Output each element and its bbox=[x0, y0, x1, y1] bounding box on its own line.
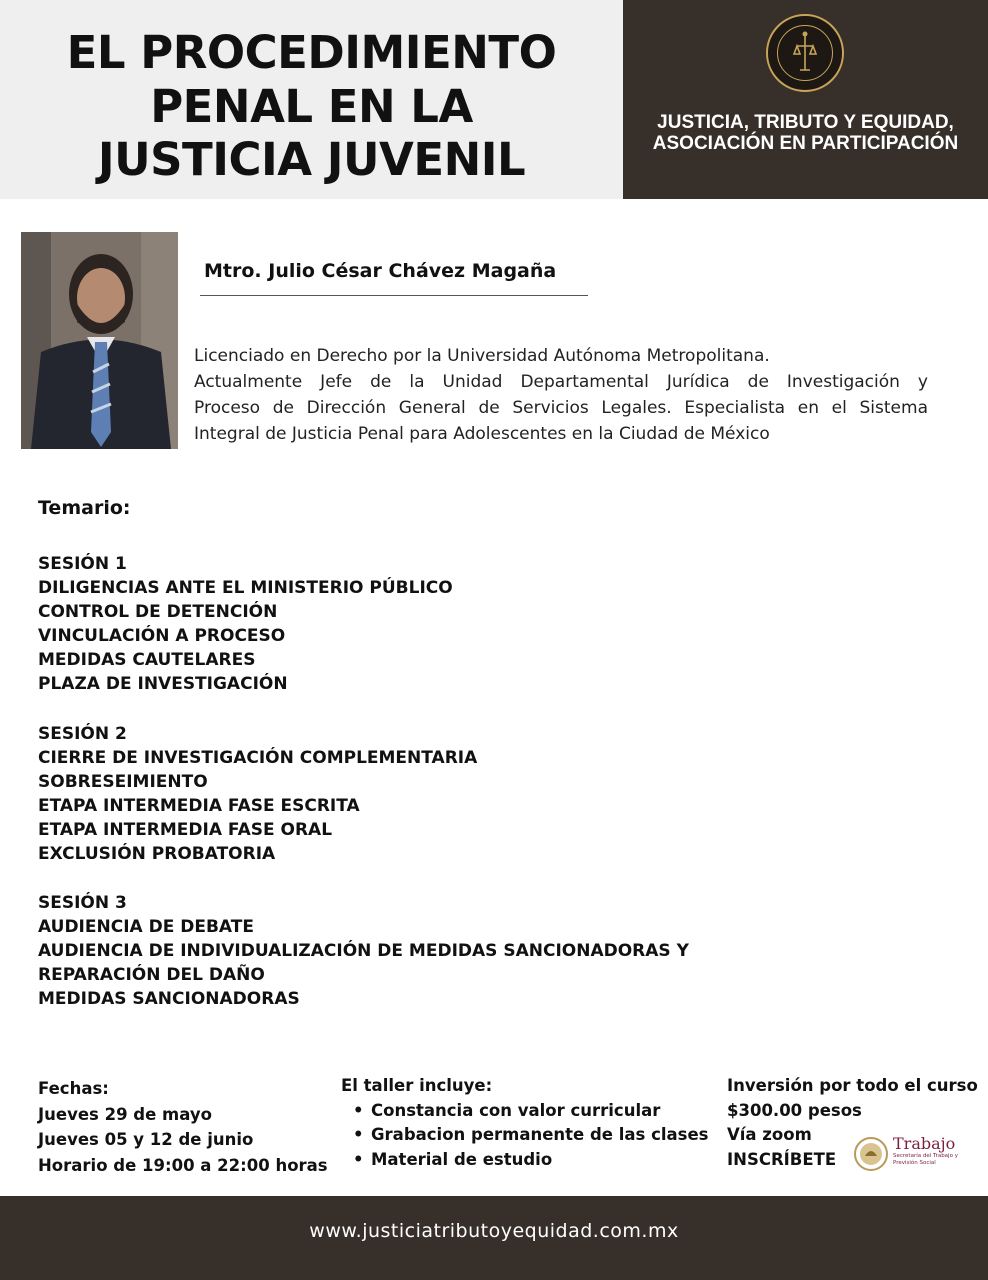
date-line: Jueves 05 y 12 de junio bbox=[38, 1130, 254, 1149]
includes-item: • Grabacion permanente de las clases bbox=[341, 1123, 709, 1148]
session-1 bbox=[38, 552, 453, 696]
session-title: SESIÓN 2 bbox=[38, 724, 127, 744]
speaker-photo bbox=[21, 232, 178, 449]
session-item: AUDIENCIA DE INDIVIDUALIZACIÓN DE MEDIDAS SANCIONADORAS Y bbox=[38, 941, 689, 961]
price: $300.00 pesos bbox=[727, 1100, 862, 1120]
session-item: MEDIDAS SANCIONADORAS bbox=[38, 989, 300, 1009]
includes-item: • Material de estudio bbox=[341, 1148, 709, 1173]
date-line: Jueves 29 de mayo bbox=[38, 1104, 212, 1124]
session-2 bbox=[38, 722, 477, 866]
bio-line: Proceso de Dirección General de Servicios Legales. Especialista en el Sistema bbox=[194, 398, 928, 418]
platform: Vía zoom bbox=[727, 1125, 812, 1144]
investment-heading: Inversión por todo el curso bbox=[727, 1076, 978, 1095]
trabajo-logo bbox=[853, 1134, 963, 1174]
bio-line: Actualmente Jefe de la Unidad Departamental Jurídica de Investigación y bbox=[194, 372, 928, 392]
session-item: ETAPA INTERMEDIA FASE ESCRITA bbox=[38, 796, 360, 816]
session-3 bbox=[38, 891, 689, 1011]
includes-column bbox=[341, 1074, 709, 1172]
dates-heading: Fechas: bbox=[38, 1079, 109, 1098]
session-item: REPARACIÓN DEL DAÑO bbox=[38, 965, 265, 985]
session-item: AUDIENCIA DE DEBATE bbox=[38, 917, 254, 937]
trabajo-word: Trabajo bbox=[893, 1134, 956, 1153]
session-item: PLAZA DE INVESTIGACIÓN bbox=[38, 674, 288, 694]
temario-heading: Temario: bbox=[38, 497, 131, 519]
speaker-bio bbox=[194, 343, 928, 447]
session-item: MEDIDAS CAUTELARES bbox=[38, 650, 256, 670]
session-title: SESIÓN 3 bbox=[38, 893, 127, 913]
register-cta[interactable]: INSCRÍBETE bbox=[727, 1149, 837, 1169]
website-link[interactable]: www.justiciatributoyequidad.com.mx bbox=[309, 1220, 679, 1242]
trabajo-subtitle: Secretaría del Trabajo y Previsión Social bbox=[893, 1153, 958, 1166]
justice-figure-icon bbox=[766, 14, 844, 92]
bio-line: Licenciado en Derecho por la Universidad Autónoma Metropolitana. bbox=[194, 346, 770, 366]
session-item: EXCLUSIÓN PROBATORIA bbox=[38, 844, 276, 864]
org-name-line-1: JUSTICIA, TRIBUTO Y EQUIDAD, bbox=[657, 112, 954, 133]
session-item: VINCULACIÓN A PROCESO bbox=[38, 626, 286, 646]
header-org-panel bbox=[623, 0, 988, 199]
session-item: DILIGENCIAS ANTE EL MINISTERIO PÚBLICO bbox=[38, 578, 453, 598]
includes-item: • Constancia con valor curricular bbox=[341, 1099, 709, 1124]
bio-line: Integral de Justicia Penal para Adolescentes en la Ciudad de México bbox=[194, 424, 770, 444]
name-divider bbox=[200, 295, 588, 296]
session-item: ETAPA INTERMEDIA FASE ORAL bbox=[38, 820, 333, 840]
schedule-line: Horario de 19:00 a 22:00 horas bbox=[38, 1155, 328, 1175]
footer-bar bbox=[0, 1196, 988, 1280]
session-title: SESIÓN 1 bbox=[38, 554, 127, 574]
org-logo bbox=[766, 14, 844, 92]
session-item: CONTROL DE DETENCIÓN bbox=[38, 602, 278, 622]
dates-column bbox=[38, 1076, 328, 1178]
header-title-panel bbox=[0, 0, 623, 199]
includes-heading: El taller incluye: bbox=[341, 1076, 493, 1095]
title-line-2: PENAL EN LA bbox=[150, 80, 473, 133]
title-line-3: JUSTICIA JUVENIL bbox=[97, 133, 526, 186]
speaker-name: Mtro. Julio César Chávez Magaña bbox=[204, 260, 557, 282]
session-item: SOBRESEIMIENTO bbox=[38, 772, 208, 792]
mexico-seal-icon bbox=[853, 1136, 889, 1172]
org-name-line-2: ASOCIACIÓN EN PARTICIPACIÓN bbox=[652, 133, 959, 154]
title-line-1: EL PROCEDIMIENTO bbox=[66, 26, 557, 79]
session-item: CIERRE DE INVESTIGACIÓN COMPLEMENTARIA bbox=[38, 748, 478, 768]
